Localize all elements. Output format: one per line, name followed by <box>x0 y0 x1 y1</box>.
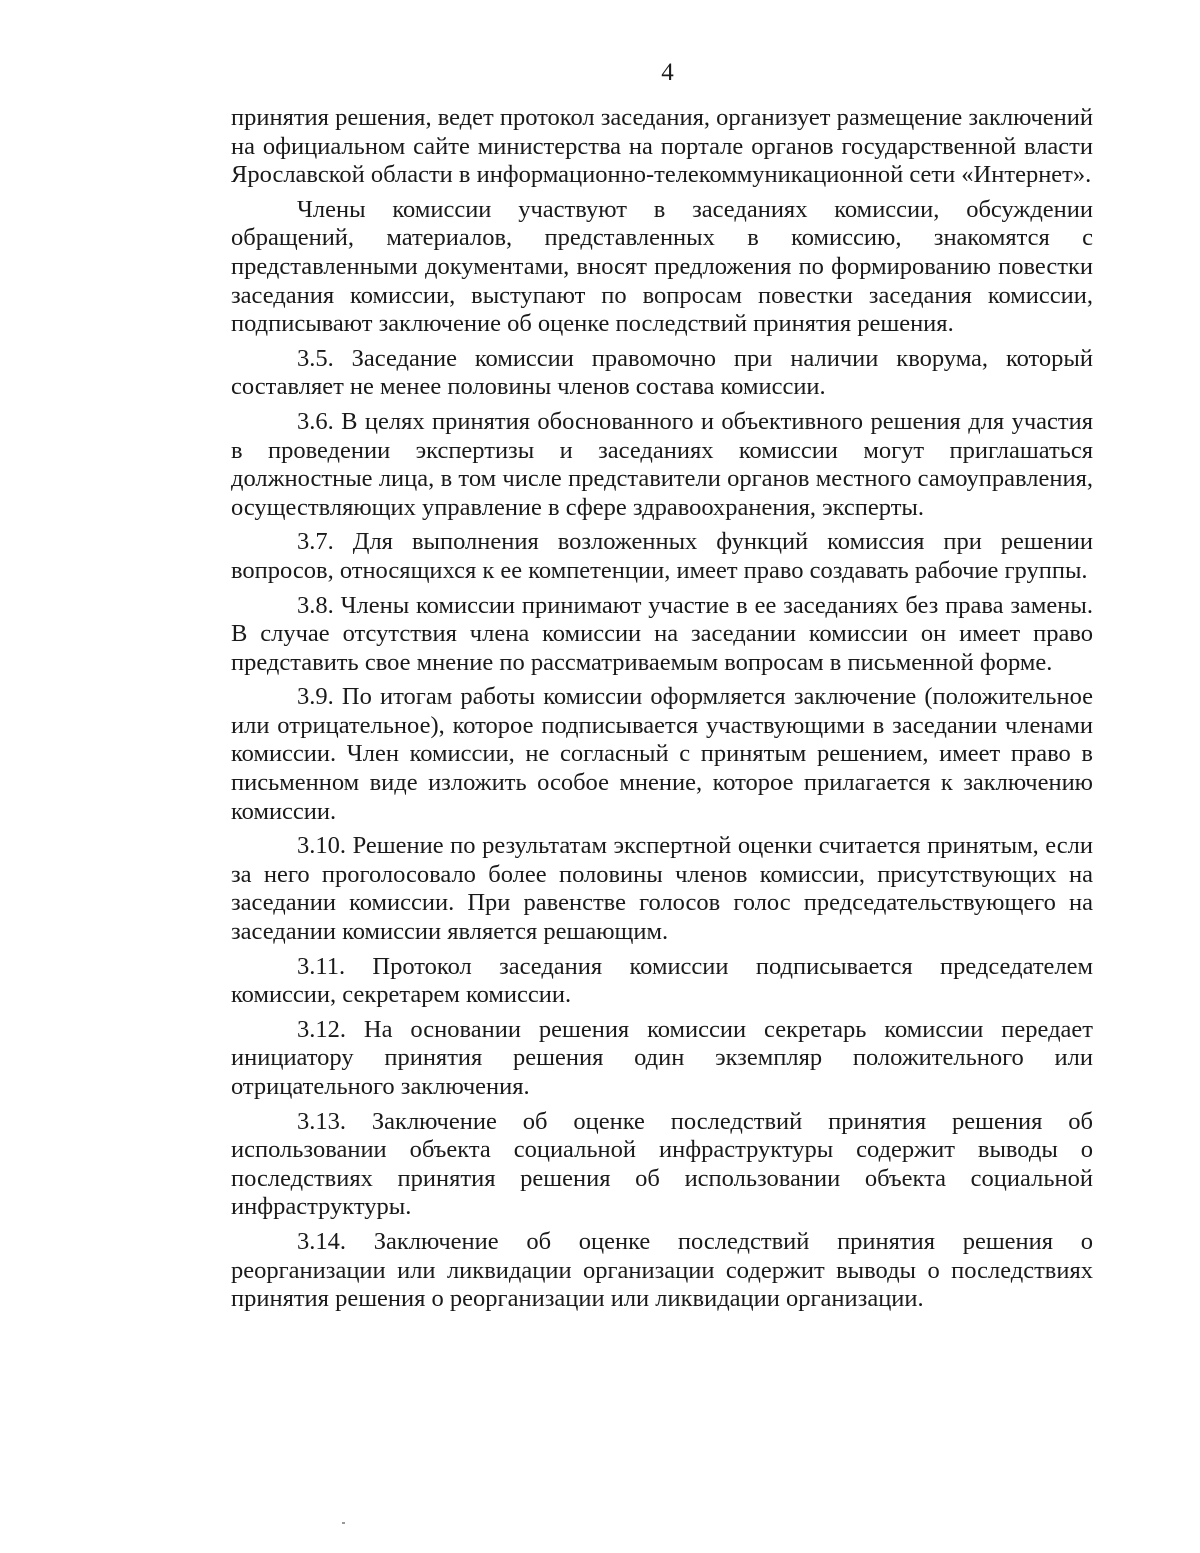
paragraph-3-8: 3.8. Члены комиссии принимают участие в ее заседаниях без права замены. В случае отсутствия члена комиссии на заседании комиссии он имеет право представить свое мнение по рассматриваемым вопросам в письменной форме. <box>231 591 1093 676</box>
paragraph-3-10: 3.10. Решение по результатам экспертной оценки считается принятым, если за него проголосовало более половины членов комиссии, присутствующих на заседании комиссии. При равенстве голосов голос председательствующего на заседании комиссии является решающим. <box>231 832 1093 946</box>
paragraph-3-9: 3.9. По итогам работы комиссии оформляется заключение (положительное или отрицательное), которое подписывается участвующими в заседании членами комиссии. Член комиссии, не согласный с принятым решением, имеет право в письменном виде изложить особое мнение, которое прилагается к заключению комиссии. <box>231 683 1093 825</box>
page-number: 4 <box>661 59 674 86</box>
paragraph: принятия решения, ведет протокол заседания, организует размещение заключений на официальном сайте министерства на портале органов государственной власти Ярославской области в информационно-телекоммуникационной сети «Интернет». <box>231 104 1093 189</box>
paragraph-3-11: 3.11. Протокол заседания комиссии подписывается председателем комиссии, секретарем комиссии. <box>231 952 1093 1009</box>
paragraph-3-13: 3.13. Заключение об оценке последствий принятия решения об использовании объекта социальной инфраструктуры содержит выводы о последствиях принятия решения об использовании объекта социальной инфраструктуры. <box>231 1107 1093 1221</box>
paragraph-3-7: 3.7. Для выполнения возложенных функций комиссия при решении вопросов, относящихся к ее компетенции, имеет право создавать рабочие группы. <box>231 528 1093 584</box>
paragraph-3-5: 3.5. Заседание комиссии правомочно при наличии кворума, который составляет не менее половины членов состава комиссии. <box>231 344 1093 401</box>
paragraph-3-14: 3.14. Заключение об оценке последствий принятия решения о реорганизации или ликвидации организации содержит выводы о последствиях принятия решения о реорганизации или ликвидации организации. <box>231 1227 1093 1313</box>
scan-speck <box>342 1522 345 1524</box>
paragraph-3-12: 3.12. На основании решения комиссии секретарь комиссии передает инициатору принятия решения один экземпляр положительного или отрицательного заключения. <box>231 1015 1093 1100</box>
document-body <box>231 104 1093 1314</box>
paragraph-3-6: 3.6. В целях принятия обоснованного и объективного решения для участия в проведении экспертизы и заседаниях комиссии могут приглашаться должностные лица, в том числе представители органов местного самоуправления, осуществляющих управление в сфере здравоохранения, эксперты. <box>231 407 1093 521</box>
paragraph: Члены комиссии участвуют в заседаниях комиссии, обсуждении обращений, материалов, представленных в комиссию, знакомятся с представленными документами, вносят предложения по формированию повестки заседания комиссии, выступают по вопросам повестки заседания комиссии, подписывают заключение об оценке последствий принятия решения. <box>231 195 1093 338</box>
